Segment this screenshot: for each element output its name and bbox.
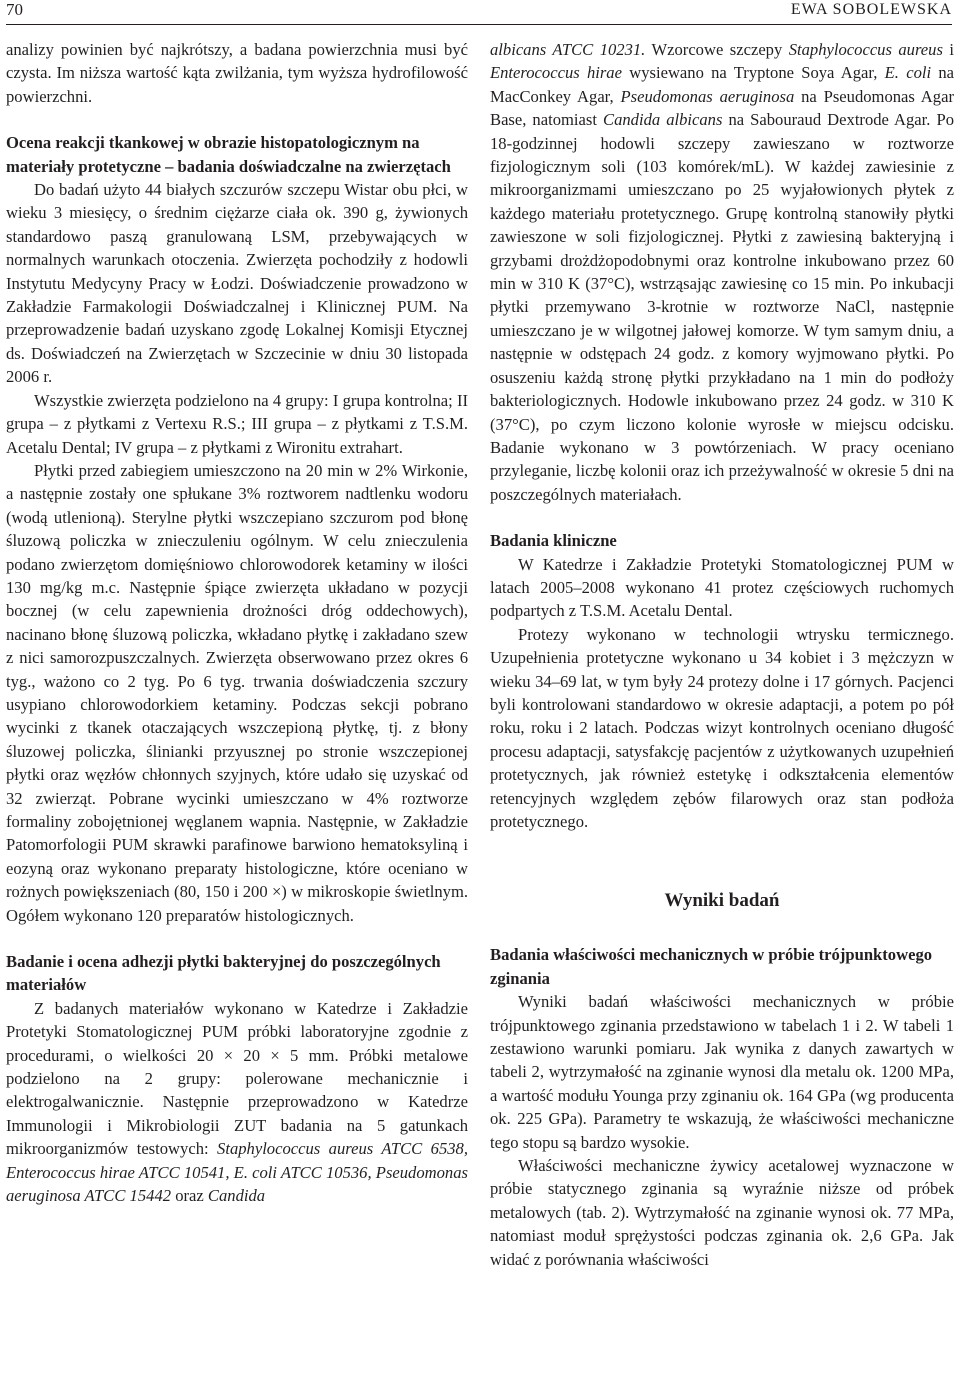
paragraph-clinical-1: W Katedrze i Zakładzie Protetyki Stomatologicznej PUM w latach 2005–2008 wykonano 41 protez częściowych ruchomych podpartych z T.S.M. Acetalu Dental. <box>490 554 954 621</box>
paragraph-mechanical-1: Wyniki badań właściwości mechanicznych w próbie trójpunktowego zginania przedstawiono w tabelach 1 i 2. W tabeli 1 zestawiono warunki pomiaru. Jak wynika z danych zawartych w tabeli 2, wytrzymałość na zginanie wynosi dla metalu ok. 1200 MPa, a wartość modułu Younga przy zginaniu ok. 164 GPa (wg producenta ok. 225 GPa). Parametry te wskazują, że właściwości mechaniczne tego stopu są bardzo wysokie. <box>490 992 954 1152</box>
paragraph-adhesion <box>6 997 468 1208</box>
adhesion-conjunction: oraz <box>171 1186 208 1206</box>
section-heading-clinical: Badania kliniczne <box>490 531 617 551</box>
paragraph-mechanical-2: Właściwości mechaniczne żywicy acetalowej wyznaczone w próbie statycznego zginania są wyraźnie niższe od próbek metalowych (tab. 2). Wytrzymałość na zginanie wynosi ok. 77 MPa, natomiast moduł sprężystości podczas zginania ok. 2,6 GPa. Jak widać z porównania właściwości <box>490 1156 954 1269</box>
species-staphylococcus: Staphylococcus aureus <box>788 40 943 59</box>
right-column <box>490 38 954 1271</box>
section-heading-adhesion: Badanie i ocena adhezji płytki bakteryjnej do poszczególnych materiałów <box>6 952 441 995</box>
paragraph-cultures <box>490 38 954 506</box>
cultures-text-5: na Pseudomonas Agar Base, natomiast <box>490 86 954 130</box>
section-heading-results: Wyniki badań <box>664 890 780 912</box>
left-column <box>6 38 468 1208</box>
cultures-text-2: i <box>942 40 954 59</box>
paragraph-groups: Wszystkie zwierzęta podzielono na 4 grupy: I grupa kontrolna; II grupa – z płytkami z Vertexu R.S.; III grupa – z płytkami z T.S.M. Acetalu Dental; IV grupa – z płytkami z Wironitu extrahart. <box>6 390 468 457</box>
paragraph-procedure: Płytki przed zabiegiem umieszczono na 20 min w 2% Wirkonie, a następnie zostały one spłukane 3% roztworem nadtlenku wodoru (wodą utlenioną). Sterylne płytki wszczepiano szczurom pod błonę śluzową policzka w znieczuleniu ogólnym. W celu znieczulenia podano zwierzętom domięśniowo chlorowodorek ketaminy w ilości 130 mg/kg m.c. Następnie śpiące zwierzęta układano w pozycji bocznej (w celu zapewnienia drożności dróg oddechowych), nacinano błonę śluzową policzka, wkładano płytkę i zakładano szew z nici samorozpuszczalnych. Zwierzęta obserwowano przez okres 6 tyg., ważono co 2 tyg. Po 6 tyg. trwania doświadczenia szczury usypiano chlorowodorkiem ketaminy. Podczas sekcji pobrano wycinki z tkanek otaczających wszczepioną płytkę, tj. z błony śluzowej policzka, ślinianki przyusznej po stronie wszczepionej płytki oraz węzłów chłonnych szyjnych, które udało się uzyskać od 32 zwierząt. Pobrane wycinki umieszczano w 4% roztworze formaliny zobojętnionej węglanem wapnia. Następnie, w Zakładzie Patomorfologii PUM skrawki parafinowe barwiono hematoksyliną i eozyną oraz wykonano preparaty histologiczne, które oceniano w rożnych powiększeniach (80, 150 i 200 ×) w mikroskopie świetlnym. Ogółem wykonano 120 preparatów histologicznych. <box>6 460 468 925</box>
species-candida-albicans: albicans ATCC 10231. <box>490 40 646 59</box>
adhesion-species: Staphylococcus aureus ATCC 6538, Enterococcus hirae ATCC 10541, E. coli ATCC 10536, Pseudomonas aeruginosa ATCC 15442 <box>6 1139 468 1206</box>
page-header <box>6 0 952 24</box>
paragraph-intro: analizy powinien być najkrótszy, a badana powierzchnia musi być czysta. Im niższa wartość kąta zwilżania, tym wyższa hydrofilowość powierzchni. <box>6 40 468 106</box>
section-heading-mechanical: Badania właściwości mechanicznych w próbie trójpunktowego zginania <box>490 945 933 988</box>
cultures-text-3: wysiewano na Tryptone Soya Agar, <box>621 63 885 83</box>
running-head-author: EWA SOBOLEWSKA <box>790 1 952 18</box>
section-heading-tissue-reaction: Ocena reakcji tkankowej w obrazie histopatologicznym na materiały protetyczne – badania doświadczalne na zwierzętach <box>6 133 451 176</box>
header-rule <box>6 24 952 25</box>
species-ecoli: E. coli <box>884 63 932 83</box>
paragraph-animals: Do badań użyto 44 białych szczurów szczepu Wistar obu płci, w wieku 3 miesięcy, o średnim ciężarze ciała ok. 390 g, żywionych standardowo paszą granulowaną LSM, przebywających w normalnych warunkach otoczenia. Zwierzęta pochodziły z hodowli Instytutu Medycyny Pracy w Łodzi. Doświadczenie prowadzono w Zakładzie Farmakologii Doświadczalnej i Klinicznej PUM. Na przeprowadzenie badań uzyskano zgodę Lokalnej Komisji Etycznej ds. Doświadczeń na Zwierzętach w Szczecinie w dniu 30 listopada 2006 r. <box>6 180 468 387</box>
adhesion-text: Z badanych materiałów wykonano w Katedrze i Zakładzie Protetyki Stomatologicznej PUM próbki laboratoryjne zgodnie z procedurami, o wielkości 20 × 20 × 5 mm. Próbki metalowe podzielono na 2 grupy: polerowane mechanicznie i elektrogalwanicznie. Następnie przeprowadzono w Katedrze Immunologii i Mikrobiologii ZUT badania na 5 gatunkach mikroorganizmów testowych: <box>6 998 468 1159</box>
cultures-text-1: Wzorcowe szczepy <box>645 40 789 59</box>
paragraph-clinical-2: Protezy wykonano w technologii wtrysku termicznego. Uzupełnienia protetyczne wykonano u 34 kobiet i 3 mężczyzn w wieku 34–69 lat, w tym były 24 protezy dolne i 17 górnych. Pacjenci byli kontrolowani standardowo w okresie adaptacji, a potem po pół roku, roku i 2 latach. Podczas wizyt kontrolnych oceniano długość procesu adaptacji, satysfakcję pacjentów z użytkowanych uzupełnień protetycznych, jak również estetykę i odkształcenia elementów retencyjnych względem zębów filarowych oraz stan podłoża protetycznego. <box>490 624 954 831</box>
page-number: 70 <box>6 0 23 19</box>
adhesion-candida: Candida <box>207 1186 266 1206</box>
species-candida: Candida albicans <box>603 110 723 130</box>
species-pseudomonas: Pseudomonas aeruginosa <box>620 86 795 106</box>
cultures-text-4: na MacConkey Agar, <box>490 63 955 106</box>
species-enterococcus: Enterococcus hirae <box>490 63 622 83</box>
cultures-text-6: na Sabouraud Dextrode Agar. Po 18-godzinnej hodowli szczepy zawieszano w roztworze fizjologicznym soli (103 komórek/mL). W każdej zawiesinie z mikroorganizmami umieszczano po 25 wyjałowionych płytek z każdego materiału protetycznego. Grupę kontrolną stanowiły płytki zawieszone w soli fizjologicznej. Płytki z zawiesiną bakteryjną i grzybami drożdżopodobnymi oraz kontrolne inkubowano przez 60 min w 310 K (37°C), wstrząsając zawiesinę co 15 min. Po inkubacji płytki przemywano 3-krotnie w roztworze NaCl, następnie umieszczano je w wilgotnej jałowej komorze. W tym samym dniu, a następnie w odstępach 24 godz. z komory wyjmowano płytki. Po osuszeniu każdą stronę płytki przykładano na 1 min do podłoży bakteriologicznych. Hodowle inkubowano przez 24 godz. w 310 K (37°C), po czym liczono kolonie wyrosłe w miejscu odcisku. Badanie wykonano w 3 powtórzeniach. W pracy oceniano przyleganie, liczbę kolonii oraz ich przeżywalność w okresie 5 dni na poszczególnych materiałach. <box>490 110 954 504</box>
